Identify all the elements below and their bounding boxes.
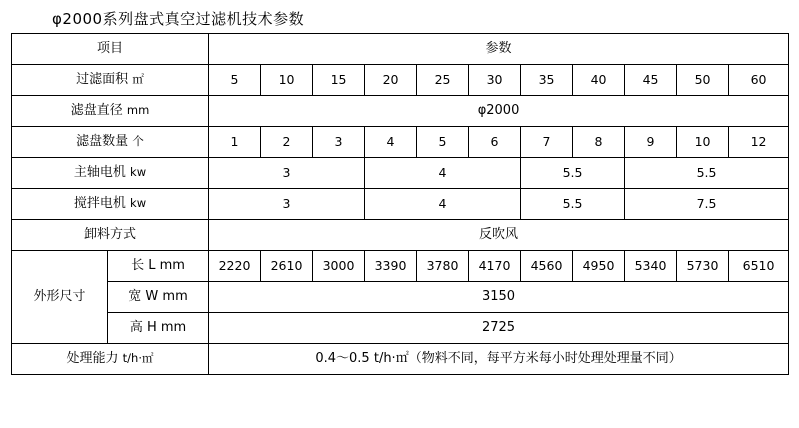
cell-length-4: 3780 [417, 251, 469, 282]
table-row-filter-area [12, 65, 789, 96]
cell-length-5: 4170 [469, 251, 521, 282]
cell-length-6: 4560 [521, 251, 573, 282]
cell-area-1: 10 [261, 65, 313, 96]
cell-disc-count-0: 1 [209, 127, 261, 158]
table-row-discharge [12, 220, 789, 251]
page-title: φ2000系列盘式真空过滤机技术参数 [52, 10, 305, 28]
cell-area-4: 25 [417, 65, 469, 96]
label-unit-disc-count: 个 [132, 133, 144, 148]
cell-disc-count-8: 9 [625, 127, 677, 158]
cell-disc-count-1: 2 [261, 127, 313, 158]
row-label-stir-motor [12, 189, 209, 220]
label-text-length: 长 L [131, 257, 156, 273]
cell-disc-count-7: 8 [573, 127, 625, 158]
cell-disc-count-10: 12 [729, 127, 789, 158]
cell-stir-motor-2: 5.5 [521, 189, 625, 220]
table-row-main-motor [12, 158, 789, 189]
cell-capacity-value: 0.4～0.5 t/h·㎡（物料不同，每平方米每小时处理处理量不同） [209, 344, 789, 375]
cell-area-10: 60 [729, 65, 789, 96]
label-unit-stir-motor: kw [130, 195, 147, 210]
cell-stir-motor-0: 3 [209, 189, 365, 220]
cell-disc-count-3: 4 [365, 127, 417, 158]
table-row-disc-diameter [12, 96, 789, 127]
label-unit-disc-diameter: mm [126, 102, 150, 117]
header-item-cell: 项目 [12, 34, 209, 65]
cell-length-10: 6510 [729, 251, 789, 282]
cell-disc-count-6: 7 [521, 127, 573, 158]
cell-area-7: 40 [573, 65, 625, 96]
label-unit-width: mm [162, 288, 188, 304]
cell-length-2: 3000 [313, 251, 365, 282]
cell-height-value: 2725 [209, 313, 789, 344]
cell-disc-count-9: 10 [677, 127, 729, 158]
row-label-discharge: 卸料方式 [12, 220, 209, 251]
table-row-disc-count [12, 127, 789, 158]
row-label-capacity [12, 344, 209, 375]
cell-length-8: 5340 [625, 251, 677, 282]
cell-area-6: 35 [521, 65, 573, 96]
cell-stir-motor-1: 4 [365, 189, 521, 220]
label-text-disc-count: 滤盘数量 [76, 133, 129, 149]
table-row-dimension-height [12, 313, 789, 344]
cell-area-0: 5 [209, 65, 261, 96]
label-text-height: 高 H [129, 319, 157, 335]
table-row-dimension-length [12, 251, 789, 282]
row-label-length [108, 251, 209, 282]
cell-stir-motor-3: 7.5 [625, 189, 789, 220]
row-label-filter-area [12, 65, 209, 96]
cell-area-8: 45 [625, 65, 677, 96]
row-label-disc-count [12, 127, 209, 158]
row-label-width [108, 282, 209, 313]
label-text-main-motor: 主轴电机 [73, 164, 126, 180]
label-unit-height: mm [160, 319, 187, 335]
label-text-disc-diameter: 滤盘直径 [70, 102, 123, 118]
cell-length-3: 3390 [365, 251, 417, 282]
cell-width-value: 3150 [209, 282, 789, 313]
label-text-stir-motor: 搅拌电机 [73, 195, 126, 211]
cell-length-9: 5730 [677, 251, 729, 282]
cell-main-motor-2: 5.5 [521, 158, 625, 189]
cell-main-motor-1: 4 [365, 158, 521, 189]
label-unit-length: mm [159, 257, 185, 273]
label-unit-capacity: t/h·㎡ [122, 350, 154, 365]
row-label-disc-diameter [12, 96, 209, 127]
cell-main-motor-3: 5.5 [625, 158, 789, 189]
table-row-dimension-width [12, 282, 789, 313]
cell-disc-diameter-value: φ2000 [209, 96, 789, 127]
cell-disc-count-2: 3 [313, 127, 365, 158]
cell-discharge-value: 反吹风 [209, 220, 789, 251]
label-text-filter-area: 过滤面积 [76, 71, 129, 87]
cell-area-2: 15 [313, 65, 365, 96]
table-row-capacity [12, 344, 789, 375]
label-text-width: 宽 W [128, 288, 159, 304]
spec-table [11, 33, 789, 375]
table-row-header [12, 34, 789, 65]
cell-main-motor-0: 3 [209, 158, 365, 189]
table-row-stir-motor [12, 189, 789, 220]
header-param-cell: 参数 [209, 34, 789, 65]
label-unit-filter-area: ㎡ [132, 71, 144, 86]
row-label-height [108, 313, 209, 344]
row-label-main-motor [12, 158, 209, 189]
row-label-dimensions: 外形尺寸 [12, 251, 108, 344]
label-unit-main-motor: kw [130, 164, 147, 179]
label-text-capacity: 处理能力 [66, 350, 119, 366]
cell-area-3: 20 [365, 65, 417, 96]
cell-disc-count-4: 5 [417, 127, 469, 158]
cell-length-0: 2220 [209, 251, 261, 282]
cell-disc-count-5: 6 [469, 127, 521, 158]
cell-length-7: 4950 [573, 251, 625, 282]
cell-length-1: 2610 [261, 251, 313, 282]
cell-area-9: 50 [677, 65, 729, 96]
cell-area-5: 30 [469, 65, 521, 96]
